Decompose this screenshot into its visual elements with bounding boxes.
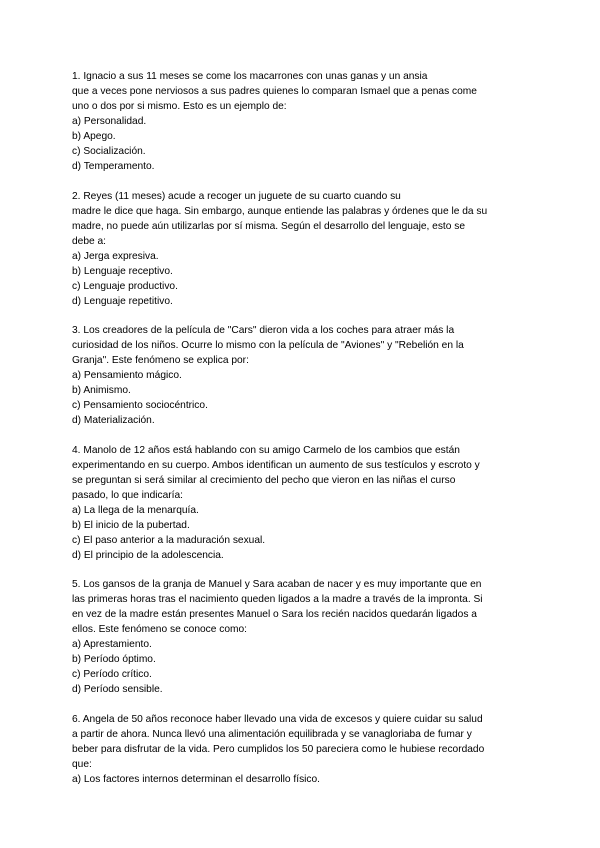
question-stem: 2. Reyes (11 meses) acude a recoger un juguete de su cuarto cuando su madre le dice que haga. Sin embargo, aunque entiende las palabras y órdenes que le da su madre, no puede aún utilizarlas por sí misma. Según el desarrollo del lenguaje, esto se debe a:	[72, 190, 488, 247]
question-3	[72, 323, 532, 428]
question-stem: 6. Angela de 50 años reconoce haber llevado una vida de excesos y quiere cuidar su salud a partir de ahora. Nunca llevó una alimentación equilibrada y se vanagloriaba de fumar y beber para disfrutar de la vida. Pero cumplidos los 50 pareciera como le hubiese recordado que:	[72, 713, 485, 770]
question-5	[72, 577, 532, 697]
answer-option: d) Temperamento.	[72, 161, 155, 172]
question-6	[72, 712, 532, 787]
answer-option: c) Período crítico.	[72, 669, 152, 680]
question-stem: 5. Los gansos de la granja de Manuel y Sara acaban de nacer y es muy importante que en las primeras horas tras el nacimiento queden ligados a la madre a través de la impronta. Si en vez de la madre están presentes Manuel o Sara los recién nacidos quedarán ligados a ellos. Este fenómeno se conoce como:	[72, 579, 483, 635]
answer-option: b) El inicio de la pubertad.	[72, 519, 190, 531]
answer-option: a) La llega de la menarquía.	[72, 504, 199, 516]
question-2	[72, 189, 532, 309]
document-page	[72, 69, 532, 801]
answer-option: b) Período óptimo.	[72, 654, 156, 665]
answer-option: d) Período sensible.	[72, 684, 163, 695]
answer-option: d) El principio de la adolescencia.	[72, 549, 224, 561]
answer-option: a) Jerga expresiva.	[72, 250, 159, 262]
answer-option: a) Los factores internos determinan el desarrollo físico.	[72, 773, 321, 785]
answer-option: a) Personalidad.	[72, 116, 147, 127]
answer-option: c) Pensamiento sociocéntrico.	[72, 400, 208, 411]
question-stem: 1. Ignacio a sus 11 meses se come los macarrones con unas ganas y un ansia que a veces pone nerviosos a sus padres quienes lo comparan Ismael que a penas come uno o dos por si mismo. Esto es un ejemplo de:	[72, 71, 477, 112]
question-1	[72, 69, 532, 174]
answer-option: b) Lenguaje receptivo.	[72, 265, 173, 277]
answer-option: b) Apego.	[72, 131, 116, 142]
answer-option: c) El paso anterior a la maduración sexual.	[72, 534, 266, 546]
question-stem: 4. Manolo de 12 años está hablando con su amigo Carmelo de los cambios que están experimentando en su cuerpo. Ambos identifican un aumento de sus testículos y escroto y se preguntan si será similar al crecimiento del pecho que vieron en las niñas el curso pasado, lo que indicaría:	[72, 444, 480, 501]
question-stem: 3. Los creadores de la película de "Cars" dieron vida a los coches para atraer más la curiosidad de los niños. Ocurre lo mismo con la película de "Aviones" y "Rebelión en la Granja". Este fenómeno se explica por:	[72, 325, 464, 366]
answer-option: b) Animismo.	[72, 385, 131, 396]
answer-option: a) Aprestamiento.	[72, 639, 152, 650]
answer-option: c) Socialización.	[72, 146, 146, 157]
answer-option: a) Pensamiento mágico.	[72, 370, 182, 381]
answer-option: d) Lenguaje repetitivo.	[72, 295, 173, 307]
answer-option: c) Lenguaje productivo.	[72, 280, 178, 292]
question-4	[72, 443, 532, 563]
answer-option: d) Materialización.	[72, 415, 155, 426]
